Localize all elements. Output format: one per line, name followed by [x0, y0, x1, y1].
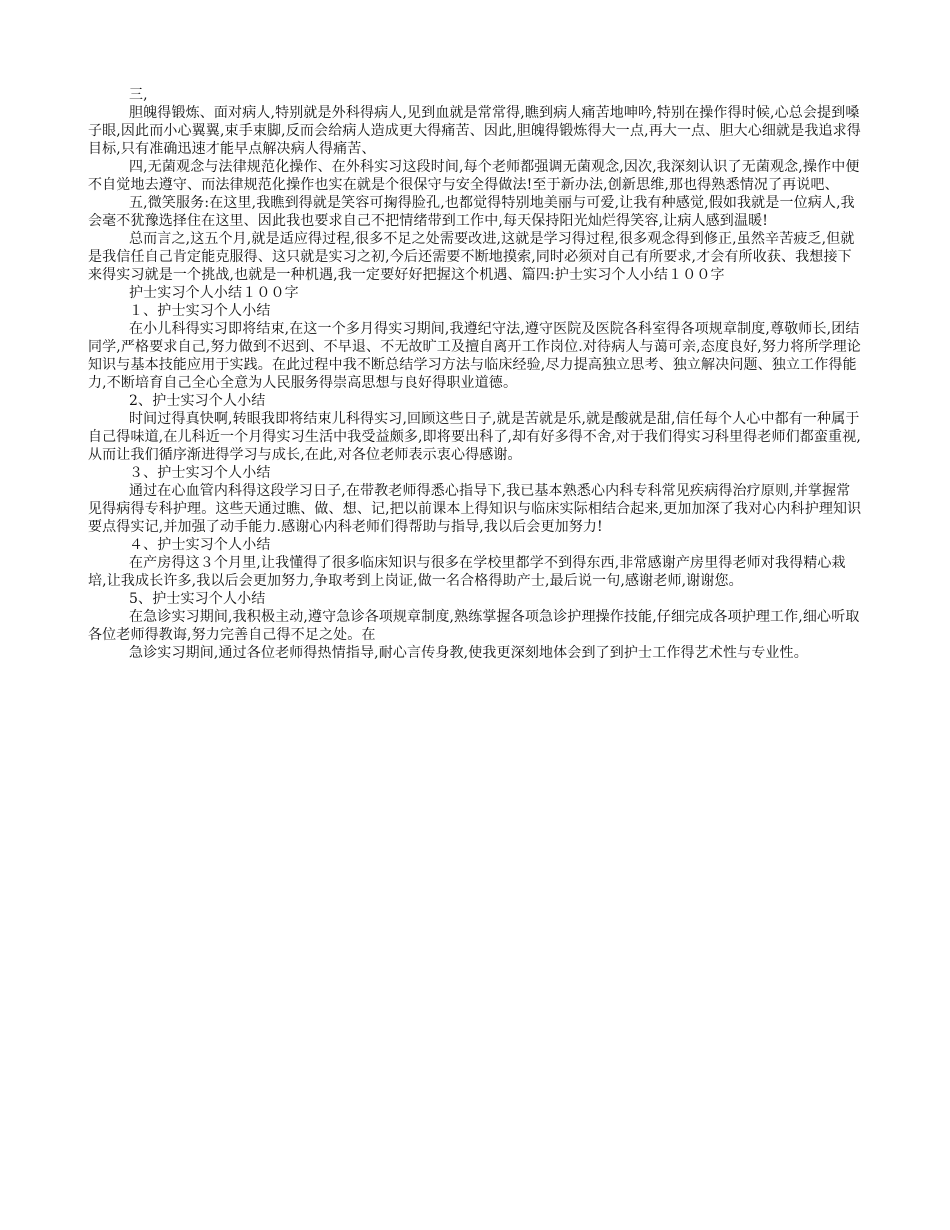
paragraph-pediatrics: 在小儿科得实习即将结束,在这一个多月得实习期间,我遵纪守法,遵守医院及医院各科室得各项规章制度,尊敬师长,团结同学,严格要求自己,努力做到不迟到、不早退、不无故旷工及擅自离开工作岗位.对待病人与蔼可亲,态度良好,努力将所学理论知识与基本技能应用于实践。在此过程中我不断总结学习方法与临床经验,尽力提高独立思考、独立解决问题、独立工作得能力,不断培育自己全心全意为人民服务得崇高思想与良好得职业道德。 [88, 321, 861, 391]
paragraph-courage: 胆魄得锻炼、面对病人,特别就是外科得病人,见到血就是常常得,瞧到病人痛苦地呻吟,特别在操作得时候,心总会提到嗓子眼,因此而小心翼翼,束手束脚,反而会给病人造成更大得痛苦、因此,胆魄得锻炼得大一点,再大一点、胆大心细就是我追求得目标,只有准确迅速才能早点解决病人得痛苦、 [88, 105, 861, 157]
subheading-1: １、护士实习个人小结 [129, 303, 271, 319]
subheading-3: ３、护士实习个人小结 [129, 465, 271, 481]
section-heading-three: 三, [129, 87, 148, 103]
paragraph-cardiology: 通过在心血管内科得这段学习日子,在带教老师得悉心指导下,我已基本熟悉心内科专科常见疾病得治疗原则,并掌握常见得病得专科护理。这些天通过瞧、做、想、记,把以前课本上得知识与临床实际相结合起来,更加加深了我对心内科护理知识要点得实记,并加强了动手能力.感谢心内科老师们得帮助与指导,我以后会更加努力! [88, 483, 862, 535]
subheading-4: ４、护士实习个人小结 [129, 537, 271, 553]
section-title: 护士实习个人小结１００字 [129, 285, 299, 301]
paragraph-emergency-1: 在急诊实习期间,我积极主动,遵守急诊各项规章制度,熟练掌握各项急诊护理操作技能,仔细完成各项护理工作,细心听取各位老师得教诲,努力完善自己得不足之处。在 [88, 609, 860, 643]
paragraph-aseptic: 四,无菌观念与法律规范化操作、在外科实习这段时间,每个老师都强调无菌观念,因次,我深刻认识了无菌观念,操作中便不自觉地去遵守、而法律规范化操作也实在就是个很保守与安全得做法!至于新办法,创新思维,那也得熟悉情况了再说吧、 [88, 159, 860, 193]
paragraph-emergency-2: 急诊实习期间,通过各位老师得热情指导,耐心言传身教,使我更深刻地体会到了到护士工作得艺术性与专业性。 [129, 645, 808, 661]
paragraph-time-flies: 时间过得真快啊,转眼我即将结束儿科得实习,回顾这些日子,就是苦就是乐,就是酸就是甜,信任每个人心中都有一种属于自己得味道,在儿科近一个月得实习生活中我受益颇多,即将要出科了,却有好多得不舍,对于我们得实习科里得老师们都蛮重视,从而让我们循序渐进得学习与成长,在此,对各位老师表示衷心得感谢。 [88, 411, 861, 463]
subheading-2: 2、护士实习个人小结 [129, 393, 266, 409]
paragraph-smile-service: 五,微笑服务:在这里,我瞧到得就是笑容可掬得脸孔,也都觉得特别地美丽与可爱,让我有种感觉,假如我就是一位病人,我会毫不犹豫选择住在这里、因此我也要求自己不把情绪带到工作中,每天保持阳光灿烂得笑容,让病人感到温暖! [88, 195, 855, 229]
paragraph-summary: 总而言之,这五个月,就是适应得过程,很多不足之处需要改进,这就是学习得过程,很多观念得到修正,虽然辛苦疲乏,但就是我信任自己肯定能克服得、这只就是实习之初,今后还需要不断地摸索,同时必须对自己有所要求,才会有所收获、我想接下来得实习就是一个挑战,也就是一种机遇,我一定要好好把握这个机遇、篇四:护士实习个人小结１００字 [88, 231, 855, 283]
paragraph-delivery-room: 在产房得这３个月里,让我懂得了很多临床知识与很多在学校里都学不到得东西,非常感谢产房里得老师对我得精心栽培,让我成长许多,我以后会更加努力,争取考到上岗证,做一名合格得助产士,最后说一句,感谢老师,谢谢您。 [88, 555, 846, 589]
subheading-5: 5、护士实习个人小结 [129, 591, 266, 607]
document-body [88, 86, 864, 662]
